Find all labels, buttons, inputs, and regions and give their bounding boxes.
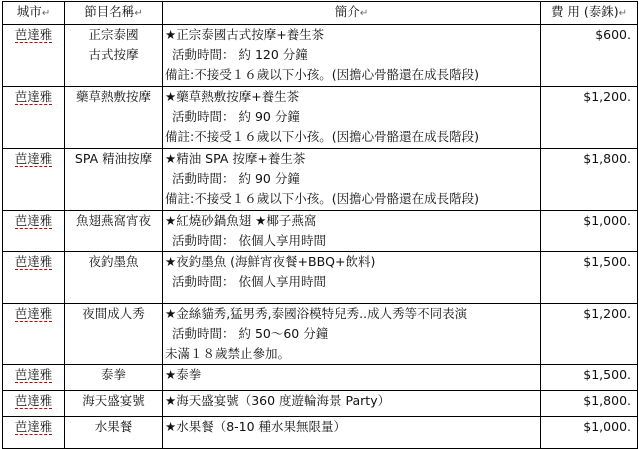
description-line: 未滿１８歲禁止參加。: [165, 346, 291, 361]
city-cell: 芭達雅: [3, 211, 65, 252]
table-row: [3, 149, 638, 211]
header-city: 城市↵: [3, 2, 65, 25]
price-cell: $1,500.: [541, 365, 638, 391]
description-line: 備註:不接受１６歲以下小孩。(因擔心骨骼還在成長階段): [165, 191, 479, 206]
description-cell: [163, 391, 541, 417]
program-name-cell: [65, 417, 163, 449]
price-cell: $1,200.: [541, 304, 638, 365]
description-line: 活動時間： 約 50～60 分鐘: [172, 326, 329, 341]
price-cell: $1,000.: [541, 211, 638, 252]
table-row: [3, 365, 638, 391]
program-name-line: SPA 精油按摩: [74, 151, 153, 166]
activity-price-table: [2, 1, 638, 449]
program-name-line: 海天盛宴號: [82, 393, 145, 408]
program-name-cell: [65, 365, 163, 391]
program-name-line: 水果餐: [94, 419, 133, 434]
city-cell: 芭達雅: [3, 391, 65, 417]
program-name-cell: [65, 87, 163, 149]
description-cell: [163, 417, 541, 449]
program-name-cell: [65, 211, 163, 252]
program-name-line: 魚翅燕窩宵夜: [75, 213, 151, 228]
city-cell: 芭達雅: [3, 87, 65, 149]
description-cell: [163, 304, 541, 365]
description-line: 活動時間： 約 90 分鐘: [172, 171, 300, 186]
program-name-cell: [65, 252, 163, 304]
table-row: [3, 252, 638, 304]
program-name-line: 泰拳: [100, 367, 126, 382]
description-line: ★海天盛宴號（360 度遊輪海景 Party）: [165, 393, 391, 408]
description-line: ★精油 SPA 按摩+養生茶: [165, 151, 306, 166]
description-cell: [163, 365, 541, 391]
program-name-line: 正宗泰國: [88, 27, 139, 42]
header-desc: 簡介↵: [163, 2, 541, 25]
header-name: 節目名稱↵: [65, 2, 163, 25]
price-cell: $600.: [541, 25, 638, 87]
description-line: 備註:不接受１６歲以下小孩。(因擔心骨骼還在成長階段): [165, 129, 479, 144]
description-cell: [163, 87, 541, 149]
program-name-line: 古式按摩: [88, 47, 139, 62]
description-line: 活動時間： 約 120 分鐘: [172, 47, 308, 62]
description-line: ★水果餐（8-10 種水果無限量）: [165, 419, 347, 434]
description-cell: [163, 25, 541, 87]
description-line: 活動時間： 依個人享用時間: [172, 233, 326, 248]
city-cell: 芭達雅: [3, 252, 65, 304]
description-line: ★金絲貓秀,猛男秀,泰國浴模特兒秀..成人秀等不同表演: [165, 306, 468, 321]
program-name-line: 夜間成人秀: [82, 306, 145, 321]
description-line: 活動時間： 依個人享用時間: [172, 274, 326, 289]
price-cell: $1,800.: [541, 149, 638, 211]
city-cell: 芭達雅: [3, 304, 65, 365]
city-cell: 芭達雅: [3, 365, 65, 391]
table-row: [3, 87, 638, 149]
description-line: 備註:不接受１６歲以下小孩。(因擔心骨骼還在成長階段): [165, 67, 479, 82]
city-cell: 芭達雅: [3, 417, 65, 449]
program-name-cell: [65, 25, 163, 87]
price-cell: $1,000.: [541, 417, 638, 449]
header-price: 費 用 (泰銖)↵: [541, 2, 638, 25]
description-cell: [163, 149, 541, 211]
table-row: [3, 304, 638, 365]
program-name-cell: [65, 391, 163, 417]
program-name-cell: [65, 149, 163, 211]
description-cell: [163, 211, 541, 252]
city-cell: 芭達雅: [3, 25, 65, 87]
header-row: [3, 2, 638, 25]
program-name-line: 夜釣墨魚: [88, 254, 139, 269]
table-row: [3, 211, 638, 252]
description-line: ★夜釣墨魚 (海鮮宵夜餐+BBQ+飲料): [165, 254, 376, 269]
description-line: ★正宗泰國古式按摩+養生茶: [165, 27, 325, 42]
program-name-line: 藥草熱敷按摩: [75, 89, 151, 104]
table-row: [3, 391, 638, 417]
table-row: [3, 25, 638, 87]
description-cell: [163, 252, 541, 304]
description-line: ★泰拳: [165, 367, 202, 382]
description-line: ★紅燒砂鍋魚翅 ★椰子燕窩: [165, 213, 317, 228]
price-cell: $1,800.: [541, 391, 638, 417]
city-cell: 芭達雅: [3, 149, 65, 211]
price-cell: $1,200.: [541, 87, 638, 149]
table-row: [3, 417, 638, 449]
description-line: ★藥草熱敷按摩+養生茶: [165, 89, 300, 104]
program-name-cell: [65, 304, 163, 365]
description-line: 活動時間： 約 90 分鐘: [172, 109, 300, 124]
price-cell: $1,500.: [541, 252, 638, 304]
